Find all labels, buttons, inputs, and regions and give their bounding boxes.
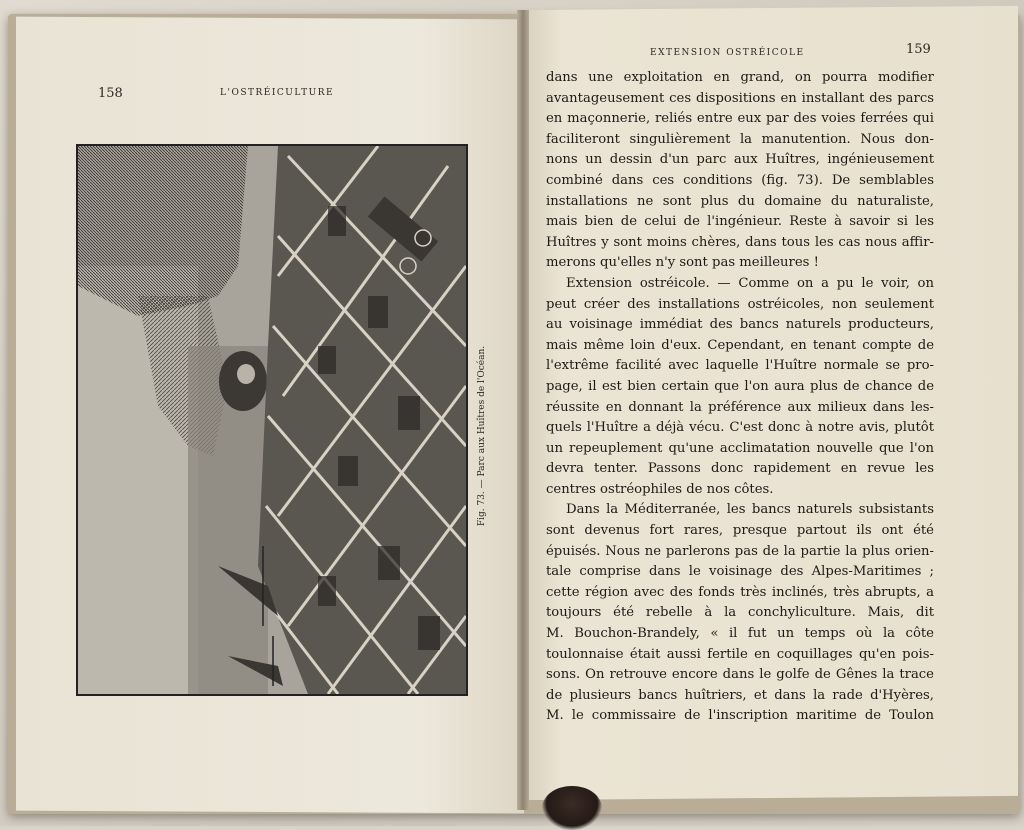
text-line: quels l'Huître a déjà vécu. C'est donc à notre avis, plutôt (546, 420, 934, 436)
right-page-body-text (546, 68, 934, 727)
text-line: combiné dans ces conditions (fig. 73). De semblables (546, 172, 934, 188)
text-line: cette région avec des fonds très inclinés, très abrupts, a (546, 584, 934, 600)
text-line: nons un dessin d'un parc aux Huîtres, ingénieusement (546, 152, 934, 168)
text-line: en maçonnerie, reliés entre eux par des voies ferrées qui (546, 111, 934, 127)
text-line: réussite en donnant la préférence aux milieux dans les- (546, 399, 934, 415)
left-running-head: L'OSTRÉICULTURE (220, 88, 335, 98)
text-line: merons qu'elles n'y sont pas meilleures ! (546, 255, 819, 271)
text-line: dans une exploitation en grand, on pourra modifier (546, 70, 934, 85)
text-line: sont devenus fort rares, presque partout ils ont été (546, 523, 934, 539)
text-line: peut créer des installations ostréicoles, non seulement (546, 296, 934, 312)
text-line: mais bien de celui de l'ingénieur. Reste à savoir si les (546, 214, 934, 230)
text-line: avantageusement ces dispositions en installant des parcs (546, 90, 934, 106)
text-line: M. le commissaire de l'inscription maritime de Toulon (546, 708, 934, 724)
text-line: l'extrême facilité avec laquelle l'Huître normale se pro- (546, 358, 934, 374)
text-line: faciliteront singulièrement la manutention. Nous don- (546, 131, 934, 147)
text-line: épuisés. Nous ne parlerons pas de la partie la plus orien- (546, 543, 934, 559)
text-line: au voisinage immédiat des bancs naturels producteurs, (546, 317, 934, 333)
figure-caption: Fig. 73. — Parc aux Huîtres de l'Océan. (477, 345, 487, 527)
book-gutter (517, 10, 529, 810)
text-line: M. Bouchon-Brandely, « il fut un temps où la côte (546, 626, 934, 642)
thumb (542, 786, 602, 830)
text-line: devra tenter. Passons donc rapidement en revue les (546, 461, 934, 477)
text-line: centres ostréophiles de nos côtes. (546, 481, 774, 497)
section-heading-line: Extension ostréicole. — Comme on a pu le voir, on (566, 275, 934, 291)
text-line: tale comprise dans le voisinage des Alpes-Maritimes ; (546, 564, 934, 580)
text-line: de plusieurs bancs huîtriers, et dans la rade d'Hyères, (546, 687, 934, 703)
left-page-number: 158 (98, 86, 123, 101)
text-line: toulonnaise était aussi fertile en coquillages qu'en pois- (546, 646, 934, 662)
text-line: page, il est bien certain que l'on aura plus de chance de (546, 378, 934, 394)
text-line: sons. On retrouve encore dans le golfe de Gênes la trace (546, 667, 934, 683)
right-page-number: 159 (906, 42, 931, 57)
text-line: installations ne sont plus du domaine du naturaliste, (546, 193, 934, 209)
text-line: mais même loin d'eux. Cependant, en tenant compte de (546, 337, 934, 353)
text-line: un repeuplement qu'une acclimatation nouvelle que l'on (546, 440, 934, 456)
text-line: Huîtres y sont moins chères, dans tous les cas nous affir- (546, 234, 934, 250)
text-line: toujours été rebelle à la conchyliculture. Mais, dit (546, 605, 934, 621)
text-line: Dans la Méditerranée, les bancs naturels subsistants (566, 502, 934, 518)
oyster-park-engraving (76, 144, 468, 696)
right-running-head: EXTENSION OSTRÉICOLE (650, 48, 805, 58)
